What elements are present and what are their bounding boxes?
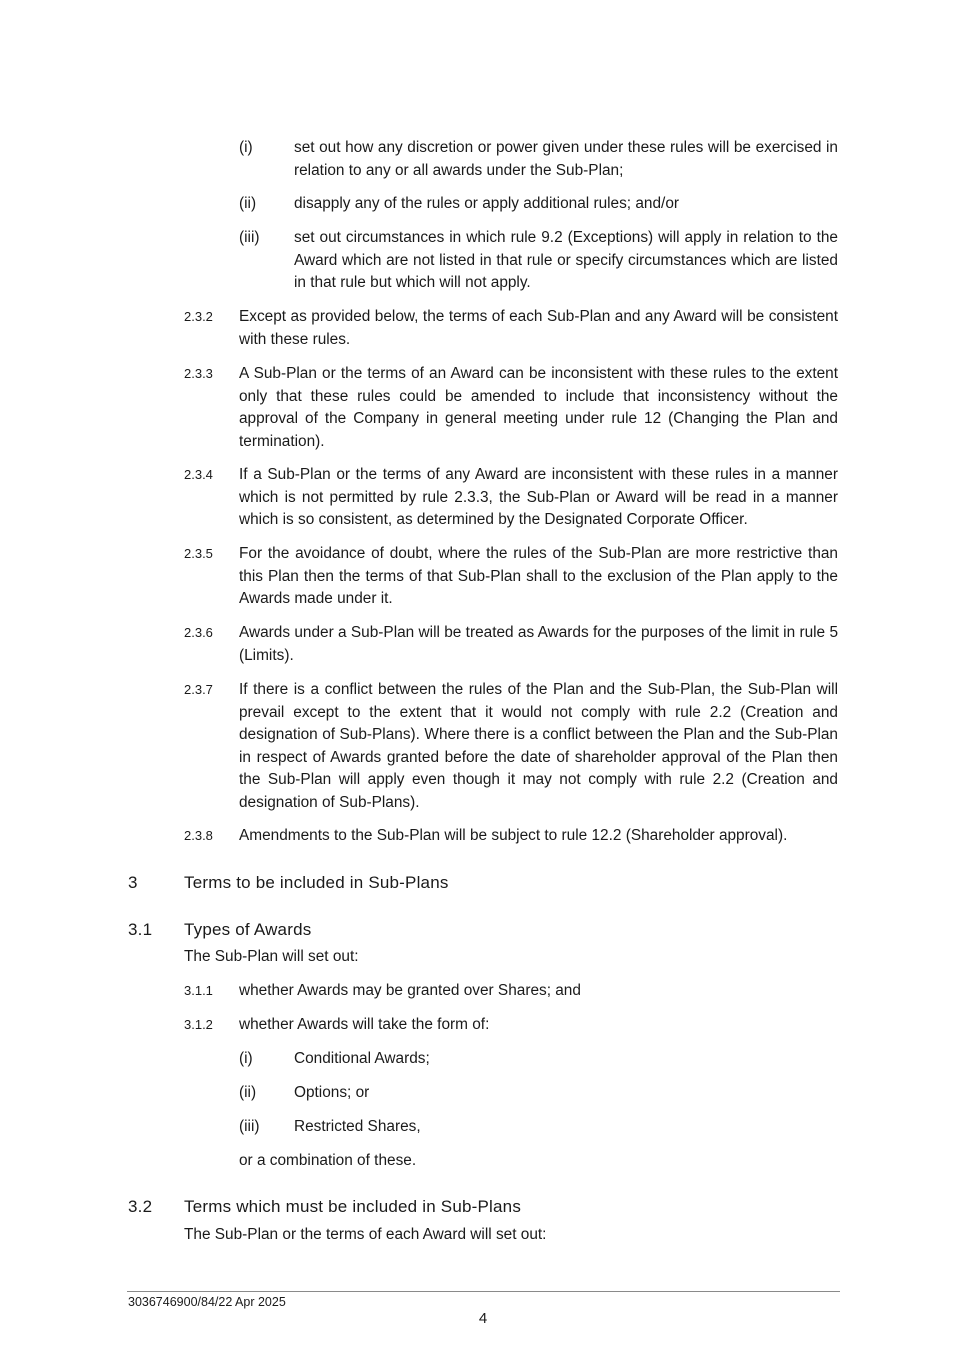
item-label: (i) xyxy=(239,1050,253,1067)
item-text: set out circumstances in which rule 9.2 (Exceptions) will apply in relation to the Award which are not listed in that rule or specify circumstances which are listed in that rule but which will not apply. xyxy=(294,229,838,292)
item-label: (iii) xyxy=(239,1118,260,1135)
clause-number: 3.1.1 xyxy=(184,983,213,998)
clause-text: If there is a conflict between the rules of the Plan and the Sub-Plan, the Sub-Plan will prevail except to the extent that it would not comply with rule 2.2 (Creation and designation of Sub-Plans). Where there is a conflict between the Plan and the Sub-Plan in respect of Awards granted before the date of shareholder approval of the Plan then the Sub-Plan will apply even though it may not comply with rule 2.2 (Creation and designation of Sub-Plans). xyxy=(239,681,838,811)
clause-number: 2.3.6 xyxy=(184,625,213,640)
item-text: Conditional Awards; xyxy=(294,1050,430,1067)
clause-number: 2.3.7 xyxy=(184,682,213,697)
document-reference: 3036746900/84/22 Apr 2025 xyxy=(128,1295,286,1309)
subsection-heading: Terms which must be included in Sub-Plans xyxy=(184,1197,522,1216)
item-label: (ii) xyxy=(239,195,257,212)
section-number: 3 xyxy=(128,873,138,892)
page-number: 4 xyxy=(478,1310,488,1327)
clause-text: A Sub-Plan or the terms of an Award can be inconsistent with these rules to the extent only that these rules could be amended to include that inconsistency without the approval of the Company in general meeting under rule 12 (Changing the Plan and termination). xyxy=(239,365,838,450)
subsection-intro: The Sub-Plan or the terms of each Award will set out: xyxy=(184,1226,547,1243)
item-text: disapply any of the rules or apply additional rules; and/or xyxy=(294,195,679,212)
item-text: set out how any discretion or power given under these rules will be exercised in relation to any or all awards under the Sub-Plan; xyxy=(294,139,838,179)
clause-number: 2.3.5 xyxy=(184,546,213,561)
item-label: (ii) xyxy=(239,1084,257,1101)
clause-text: Amendments to the Sub-Plan will be subject to rule 12.2 (Shareholder approval). xyxy=(239,827,788,844)
clause-text: whether Awards may be granted over Shares; and xyxy=(239,982,581,999)
section-heading: Terms to be included in Sub-Plans xyxy=(184,873,449,892)
subsection-number: 3.1 xyxy=(128,920,153,939)
subsection-heading: Types of Awards xyxy=(184,920,312,939)
item-label: (i) xyxy=(239,139,253,156)
subsection-number: 3.2 xyxy=(128,1197,153,1216)
item-text: Restricted Shares, xyxy=(294,1118,421,1135)
subsection-intro: The Sub-Plan will set out: xyxy=(184,948,359,965)
closing-text: or a combination of these. xyxy=(239,1152,417,1169)
clause-text: If a Sub-Plan or the terms of any Award are inconsistent with these rules in a manner which is not permitted by rule 2.3.3, the Sub-Plan or Award will be read in a manner which is so consistent, as determined by the Designated Corporate Officer. xyxy=(239,466,838,529)
clause-number: 3.1.2 xyxy=(184,1017,213,1032)
clause-number: 2.3.4 xyxy=(184,467,213,482)
clause-text: Awards under a Sub-Plan will be treated as Awards for the purposes of the limit in rule 5 (Limits). xyxy=(239,624,838,664)
footer-divider xyxy=(127,1291,840,1292)
clause-text: Except as provided below, the terms of each Sub-Plan and any Award will be consistent with these rules. xyxy=(239,308,838,348)
clause-number: 2.3.2 xyxy=(184,309,213,324)
item-label: (iii) xyxy=(239,229,260,246)
clause-text: For the avoidance of doubt, where the rules of the Sub-Plan are more restrictive than this Plan then the terms of that Sub-Plan shall to the exclusion of the Plan apply to the Awards made under it. xyxy=(239,545,838,608)
clause-text: whether Awards will take the form of: xyxy=(239,1016,490,1033)
clause-number: 2.3.8 xyxy=(184,828,213,843)
clause-number: 2.3.3 xyxy=(184,366,213,381)
item-text: Options; or xyxy=(294,1084,370,1101)
